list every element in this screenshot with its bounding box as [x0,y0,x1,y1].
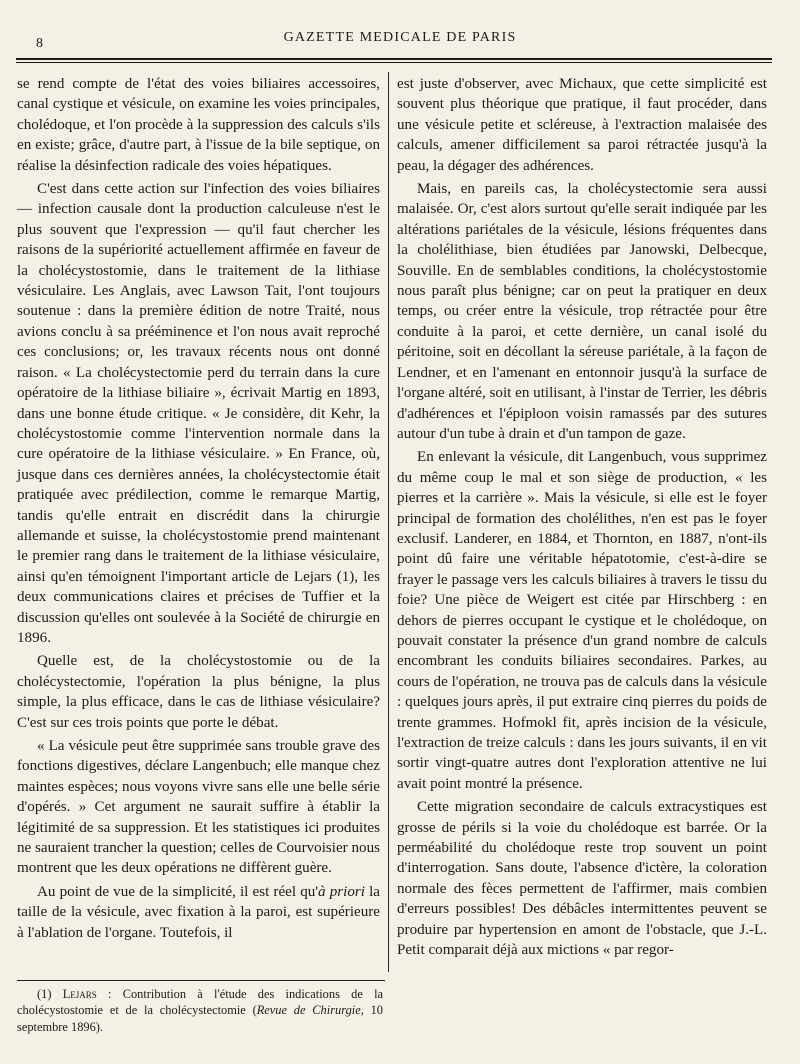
paragraph: Cette migration secondaire de calculs extracystiques est grosse de périls si la voie du cholédoque est barrée. Or la perméabilité du cholédoque reste trop souvent un point d'interrogation. Sans doute, l'absence d'ictère, la coloration normale des fèces permettent de l'affirmer, mais combien d'erreurs possibles! Des débâcles intermittentes peuvent se produire par hypertension en amont de l'obstacle, que J.-L. Petit comparait déjà aux mictions « par regor- [397,799,767,959]
footnote [17,986,383,1035]
paragraph [17,882,380,943]
paragraph-text: la taille de la vésicule, avec fixation à la paroi, est supérieure à l'ablation de l'organe. Toutefois, il [17,883,380,941]
left-column [17,74,380,946]
paragraph: est juste d'observer, avec Michaux, que cette simplicité est souvent plus théorique que pratique, il faut procéder, dans une vésicule petite et scléreuse, à l'extraction malaisée des calculs, amener difficilement sa paroi rétractée jusqu'à la peau, la dégager des adhérences. [397,76,767,174]
running-title: GAZETTE MEDICALE DE PARIS [283,30,517,45]
footnote-author: Lejars [62,987,97,1001]
header-rule-thin [16,62,772,63]
footnote-marker: (1) [37,987,63,1001]
paragraph: C'est dans cette action sur l'infection des voies biliaires — infection causale dont la production calculeuse n'est le plus souvent que l'expression — qu'il faut chercher les raisons de la supériorité actuellement affirmée en faveur de la cholécystostomie, dans le traitement de la lithiase vésiculaire. Les Anglais, avec Lawson Tait, l'ont toujours soutenue : dans la première édition de notre Traité, nous avions conclu à sa prééminence et l'on nous avait reproché ces conclusions; or, les travaux récents nous ont donné raison. « La cholécystectomie perd du terrain dans la cure opératoire de la lithiase biliaire », écrivait Martig en 1893, dans une bonne étude critique. « Je considère, dit Kehr, la cholécystostomie comme l'intervention normale dans la cure opératoire de la lithiase vésiculaire. » En France, où, jusque dans ces dernières années, la cholécystectomie était pratiquée avec prédilection, comme le remarque Martig, tandis qu'elle entrait en discrédit dans la chirurgie allemande et suisse, la cholécystostomie prend maintenant le premier rang dans le traitement de la lithiase vésiculaire, ainsi qu'en témoignent l'important article de Lejars (1), les deux communications claires et précises de Tuffier et la discussion qu'elles ont soulevée à la Société de chirurgie en 1896. [17,181,380,646]
paragraph: En enlevant la vésicule, dit Langenbuch, vous supprimez du même coup le mal et son siège de production, « les pierres et la carrière ». Mais la vésicule, si elle est le foyer principal de formation des cholélithes, n'en est pas le foyer exclusif. Landerer, en 1884, et Thornton, en 1887, n'ont-ils point dû faire une véritable hépatotomie, c'est-à-dire se frayer le passage vers les calculs biliaires à travers le tissu du foie? Une pièce de Weigert est citée par Hirschberg : en dehors de pierres occupant le cystique et le cholédoque, on pouvait constater la présence d'un grand nombre de calculs encombrant les conduits biliaires secondaires. Parkes, au cours de l'opération, ne trouva pas de calculs dans la vésicule : quelques jours après, il put extraire cinq pierres du poids de trente grammes. Hofmokl fit, après incision de la vésicule, l'extraction de treize calculs : dans les jours suivants, il en vit sortir vingt-quatre autres dont l'exploration attentive ne lui avait point montré la présence. [397,449,767,792]
paragraph: « La vésicule peut être supprimée sans trouble grave des fonctions digestives, déclare Langenbuch; elle manque chez maintes espèces; nous voyons vivre sans elle une belle série d'opérés. » Cet argument ne saurait suffire à établir la légitimité de sa suppression. Et les statistiques ici produites ne sauraient trancher la question; celles de Courvoisier nous montrent que les deux opérations ne diffèrent guère. [17,738,380,877]
footnote-rule [17,980,385,981]
header-rule [16,58,772,60]
italic-phrase: à priori [318,883,365,900]
paragraph: Mais, en pareils cas, la cholécystectomie sera aussi malaisée. Or, c'est alors surtout qu'elle serait indiquée par les altérations pariétales de la vésicule, lésions fréquentes dans la cholélithiase, bien étudiées par Janowski, Delbecque, Souville. En de semblables conditions, la cholécystostomie nous paraît plus bénigne; car on peut la pratiquer en deux temps, ou créer entre la vésicule, trop rétractée pour être conduite à la paroi, et cette dernière, un canal isolé du péritoine, soit en décollant la séreuse pariétale, à la façon de Lendner, et en l'amenant en entonnoir jusqu'à la surface de l'organe altéré, soit en utilisant, à l'instar de Terrier, les débris d'adhérences et l'épiploon voisin ramassés par des sutures autour d'un tube à drain et d'un tampon de gaze. [397,181,767,442]
right-column [397,74,767,963]
column-divider [388,72,389,972]
paragraph: se rend compte de l'état des voies biliaires accessoires, canal cystique et vésicule, on examine les voies principales, cholédoque, et l'on procède à la suppression des calculs s'ils en existe; grâce, d'autre part, à l'issue de la bile septique, on réalise la désinfection radicale des voies hépatiques. [17,76,380,174]
page-number: 8 [36,36,43,51]
paragraph: Quelle est, de la cholécystostomie ou de la cholécystectomie, l'opération la plus bénigne, la plus simple, la plus efficace, dans le cas de lithiase vésiculaire? C'est sur ces trois points que porte le débat. [17,653,380,731]
footnote-text: : Contribution à l'étude des indications de la cholécystostomie et de la cholécystectomie ( [17,987,384,1018]
footnote-date: , 10 septembre 1896). [17,1003,384,1034]
paragraph-text: Au point de vue de la simplicité, il est réel qu' [37,883,319,900]
footnote-journal: Revue de Chirurgie [256,1003,361,1018]
